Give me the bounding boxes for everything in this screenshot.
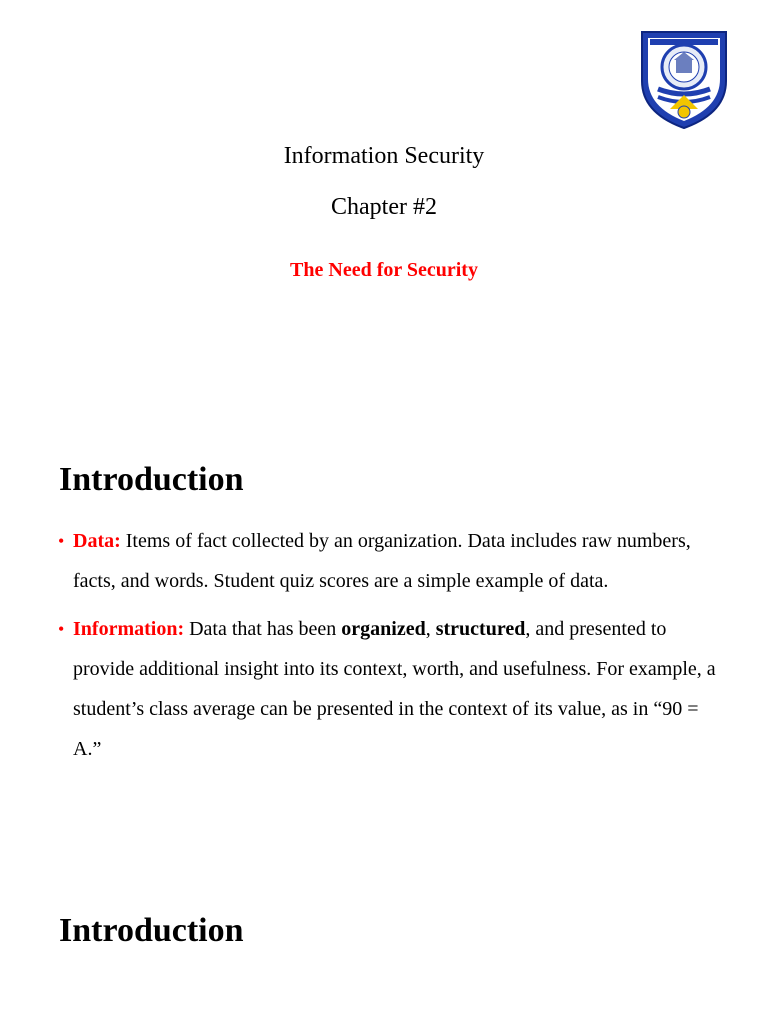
definition-text: Data that has been [184, 618, 342, 640]
document-title: Information Security [283, 143, 485, 169]
bullet-item-data [58, 521, 718, 601]
bullet-icon: • [58, 531, 65, 551]
definition-text: , [425, 618, 436, 640]
term-information: Information: [73, 618, 185, 640]
emphasis-structured: structured [435, 618, 526, 640]
chapter-label: Chapter #2 [331, 194, 437, 220]
section-heading: Introduction [59, 461, 244, 498]
section-heading: Introduction [59, 912, 244, 949]
bullet-icon: • [58, 619, 65, 639]
shield-icon [640, 29, 728, 129]
bullet-item-information [58, 609, 718, 769]
emphasis-organized: organized [341, 618, 426, 640]
university-logo [640, 29, 728, 129]
definition-text: , and presented to provide additional insight into its context, worth, and usefulness. For example, a student’s class average can be presented in the context of its value, as in “90 = A.” [73, 618, 716, 760]
chapter-subtitle: The Need for Security [290, 259, 478, 281]
definition-data: Items of fact collected by an organization. Data includes raw numbers, facts, and words. Student quiz scores are a simple example of data. [73, 530, 691, 592]
term-data: Data: [73, 530, 121, 552]
bullet-list [58, 521, 718, 777]
